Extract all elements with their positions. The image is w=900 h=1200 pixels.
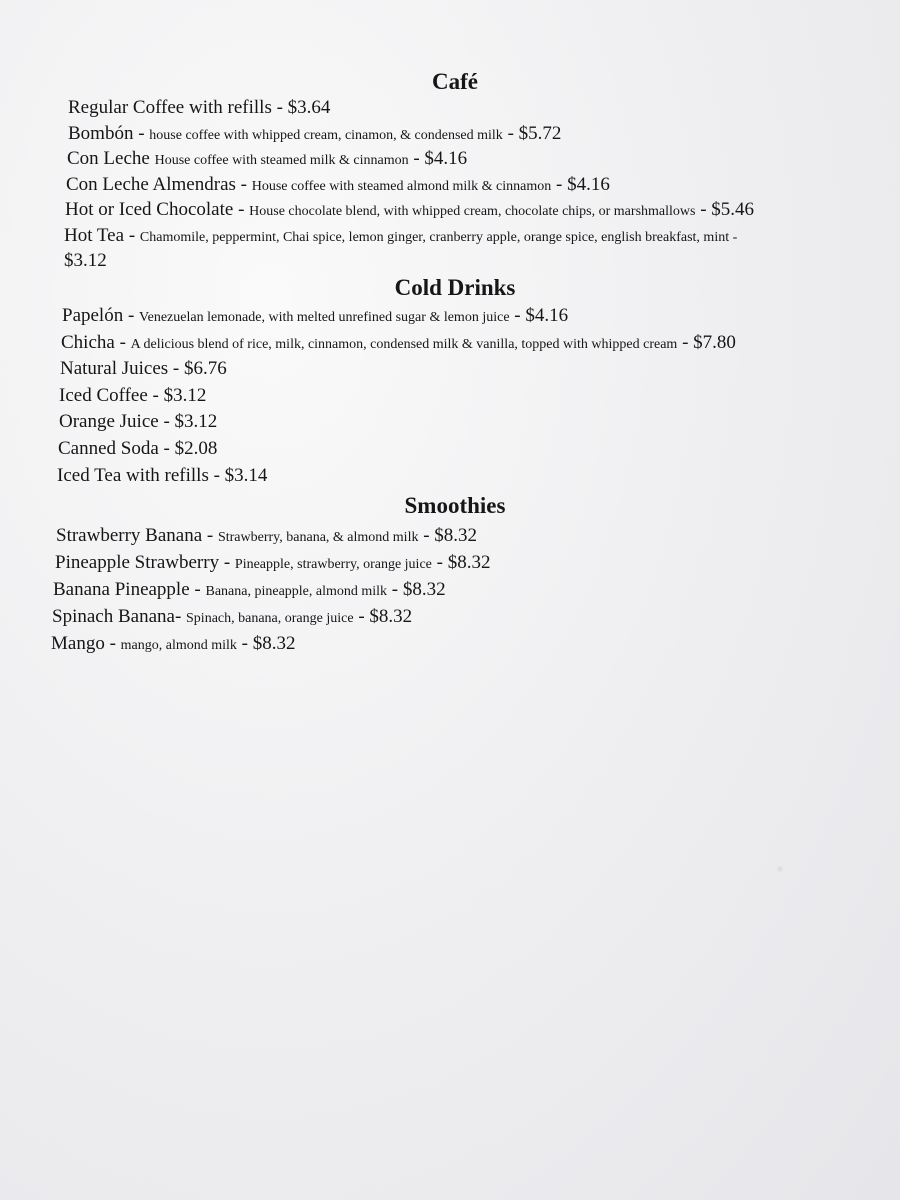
item-separator: - (133, 122, 150, 144)
item-separator: - (147, 384, 164, 406)
item-description: House coffee with steamed milk & cinnamon (154, 153, 409, 168)
item-description: Pineapple, strawberry, orange juice (234, 557, 432, 572)
item-separator: - (123, 305, 140, 326)
item-name: Hot Tea (64, 224, 125, 246)
menu-item: Con Leche House coffee with steamed milk & cinnamon - $4.16 (67, 148, 468, 169)
item-separator: - (202, 525, 218, 546)
item-description: Banana, pineapple, almond milk (205, 584, 388, 599)
item-name: Spinach Banana (52, 606, 175, 627)
item-name: Con Leche Almendras (66, 173, 236, 195)
item-description: House coffee with steamed almond milk & cinnamon (251, 178, 552, 194)
item-name: Hot or Iced Chocolate (65, 199, 234, 220)
item-name: Bombón (68, 122, 134, 144)
item-separator: - (158, 411, 175, 433)
menu-item (0, 439, 900, 466)
item-price: $8.32 (369, 606, 413, 627)
item-description: Venezuelan lemonade, with melted unrefined sugar & lemon juice (139, 310, 510, 325)
menu-item: Chicha - A delicious blend of rice, milk, cinnamon, condensed milk & vanilla, topped with whipped cream - $7.80 (61, 331, 736, 353)
item-price: $5.72 (518, 122, 562, 144)
item-price: $4.16 (424, 148, 468, 169)
item-price: $4.16 (525, 305, 569, 326)
item-name: Iced Tea with refills (57, 464, 209, 486)
section-smoothies (0, 526, 900, 661)
menu-item: Strawberry Banana - Strawberry, banana, & almond milk - $8.32 (56, 525, 478, 546)
item-price: $3.12 (64, 250, 107, 271)
item-price: $7.80 (693, 331, 736, 353)
menu-item: Hot or Iced Chocolate - House chocolate blend, with whipped cream, chocolate chips, or marshmallows - $5.46 (65, 199, 755, 220)
item-name: Mango (51, 633, 105, 654)
item-name: Natural Juices (60, 358, 169, 380)
item-name: Con Leche (67, 148, 150, 169)
section-cafe (0, 98, 900, 279)
item-description: A delicious blend of rice, milk, cinnamon, condensed milk & vanilla, topped with whipped cream (130, 336, 678, 352)
item-price: $8.32 (252, 633, 296, 654)
item-name: Banana Pineapple (53, 579, 190, 600)
item-price: $2.08 (174, 437, 218, 459)
item-name: Papelón (62, 305, 124, 326)
item-description: house coffee with whipped cream, cinamon, & condensed milk (149, 127, 503, 143)
item-name: Regular Coffee with refills (68, 97, 272, 118)
item-price: $3.12 (163, 384, 207, 406)
menu-item: Mango - mango, almond milk - $8.32 (51, 633, 296, 654)
item-separator: - (124, 224, 140, 246)
paper-speck (776, 864, 784, 874)
item-description: Strawberry, banana, & almond milk (217, 530, 419, 545)
menu-item: Spinach Banana- Spinach, banana, orange juice - $8.32 (52, 606, 413, 627)
menu-item (0, 98, 900, 124)
item-separator: - (168, 358, 184, 380)
item-price: $3.12 (174, 411, 218, 433)
item-separator: - (114, 331, 131, 353)
menu-item: Hot Tea - Chamomile, peppermint, Chai spice, lemon ginger, cranberry apple, orange spice, english breakfast, mint - (64, 224, 738, 246)
item-separator: - (235, 173, 252, 195)
section-title-cold-drinks: Cold Drinks (394, 275, 516, 300)
menu-item: Banana Pineapple - Banana, pineapple, almond milk - $8.32 (53, 579, 446, 600)
item-price: $8.32 (402, 579, 446, 600)
item-separator: - (158, 437, 175, 459)
item-price: $3.64 (287, 97, 331, 118)
item-price: $4.16 (567, 173, 610, 195)
menu-item: Bombón - house coffee with whipped cream, cinamon, & condensed milk - $5.72 (68, 122, 562, 144)
item-price: $8.32 (447, 552, 491, 573)
item-separator: - (233, 199, 250, 220)
item-description: Spinach, banana, orange juice (186, 611, 354, 626)
item-name: Iced Coffee (59, 384, 148, 406)
item-separator: - (104, 633, 121, 654)
section-title-cafe: Café (432, 69, 478, 94)
menu-item: Papelón - Venezuelan lemonade, with melted unrefined sugar & lemon juice - $4.16 (62, 305, 569, 326)
item-description: Chamomile, peppermint, Chai spice, lemon ginger, cranberry apple, orange spice, english breakfast, mint (139, 229, 730, 245)
item-separator: - (189, 579, 206, 600)
item-separator: - (208, 464, 225, 486)
item-description: House chocolate blend, with whipped cream, chocolate chips, or marshmallows (249, 204, 696, 219)
item-separator: - (219, 552, 235, 573)
section-title-smoothies: Smoothies (404, 493, 506, 518)
item-name: Pineapple Strawberry (55, 552, 220, 573)
menu-item (0, 359, 900, 386)
menu-item: Pineapple Strawberry - Pineapple, strawberry, orange juice - $8.32 (55, 552, 491, 573)
item-name: Orange Juice (59, 411, 159, 433)
item-price: $3.14 (224, 464, 268, 486)
item-price: $8.32 (434, 525, 478, 546)
menu-item (0, 412, 900, 439)
section-cold-drinks (0, 306, 900, 492)
item-description: mango, almond milk (120, 638, 237, 653)
item-name: Canned Soda (58, 437, 159, 459)
item-price: $6.76 (183, 358, 227, 380)
item-separator: - (174, 606, 187, 627)
menu-item (0, 386, 900, 413)
item-name: Strawberry Banana (56, 525, 203, 546)
menu-item: Con Leche Almendras - House coffee with steamed almond milk & cinnamon - $4.16 (66, 173, 610, 195)
menu-item (0, 466, 900, 493)
item-price: $5.46 (711, 199, 755, 220)
item-name: Chicha (61, 331, 115, 353)
item-separator: - (271, 97, 288, 118)
